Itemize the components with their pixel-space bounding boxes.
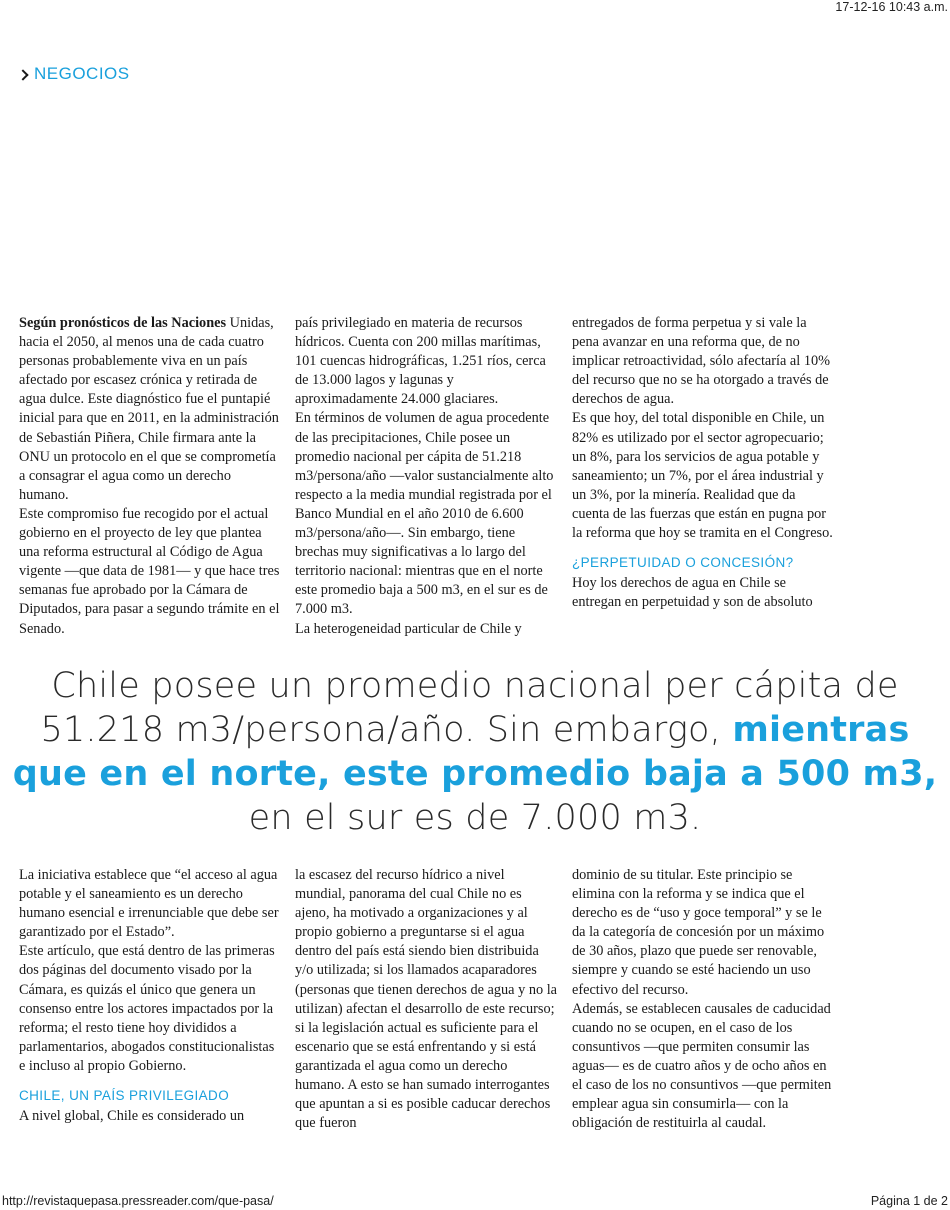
article-column-3 <box>572 314 834 612</box>
article-column-2 <box>295 314 557 639</box>
pull-quote <box>0 664 950 840</box>
paragraph: En términos de volumen de agua procedente de las precipitaciones, Chile posee un promedio nacional per cápita de 51.218 m3/persona/año —valor sustancialmente alto respecto a la media mundial registrada por el Banco Mundial en el año 2010 de 6.600 m3/persona/año—. Sin embargo, tiene brechas muy significativas a lo largo del territorio nacional: mientras que en el norte este promedio baja a 500 m3, en el sur es de 7.000 m3. <box>295 410 554 618</box>
source-url[interactable]: http://revistaquepasa.pressreader.com/que-pasa/ <box>2 1194 274 1208</box>
lead-in: Según pronósticos de las Naciones <box>19 315 227 331</box>
paragraph: país privilegiado en materia de recursos hídricos. Cuenta con 200 millas marítimas, 101 cuencas hidrográficas, 1.251 ríos, cerca de 13.000 lagos y lagunas y aproximadamente 24.000 glaciares. <box>295 315 546 408</box>
paragraph: entregados de forma perpetua y si vale la pena avanzar en una reforma que, de no implicar retroactividad, sólo afectaría al 10% del recurso que no se ha otorgado a través de derechos de agua. <box>572 315 831 408</box>
pull-quote-text: en el sur es de 7.000 m3. <box>248 798 702 838</box>
chevron-right-icon <box>17 69 28 80</box>
paragraph: A nivel global, Chile es considerado un <box>19 1108 245 1125</box>
paragraph: La iniciativa establece que “el acceso al agua potable y el saneamiento es un derecho humano esencial e irrenunciable que debe ser garantizado por el Estado”. <box>19 867 279 941</box>
article-column-5 <box>295 866 557 1133</box>
paragraph: Es que hoy, del total disponible en Chile, un 82% es utilizado por el sector agropecuario; un 8%, para los servicios de agua potable y saneamiento; un 7%, por el área industrial y un 3%, por la minería. Realidad que da cuenta de las fuerzas que están en pugna por la reforma que hoy se tramita en el Congreso. <box>572 410 833 542</box>
paragraph: La heterogeneidad particular de Chile y <box>295 620 522 637</box>
subheading: ¿PERPETUIDAD O CONCESIÓN? <box>572 555 794 571</box>
article-column-1 <box>19 314 281 639</box>
paragraph: Además, se establecen causales de caducidad cuando no se ocupen, en el caso de los consuntivos —que permiten consumir las aguas— es de cuatro años y de ocho años en el caso de los no consuntivos —que permiten emplear agua sin consumirla— con la obligación de restituirla al caudal. <box>572 1000 832 1132</box>
pull-quote-text: Chile posee un promedio nacional per cápita de 51.218 m3/persona/año. Sin embargo, <box>40 666 899 750</box>
paragraph: Según pronósticos de las Naciones Unidas, hacia el 2050, al menos una de cada cuatro personas probablemente viva en un país afectado por escasez crónica y retirada de agua dulce. Este diagnóstico fue el puntapié inicial para que en 2011, en la administración de Sebastián Piñera, Chile firmara ante la ONU un protocolo en el que se comprometía a consagrar el agua como un derecho humano. <box>19 315 279 503</box>
pull-quote-highlight: mientras que en el norte, este promedio baja a 500 m3, <box>12 710 938 794</box>
article-column-4 <box>19 866 281 1126</box>
subheading: CHILE, UN PAÍS PRIVILEGIADO <box>19 1088 230 1104</box>
paragraph: dominio de su titular. Este principio se elimina con la reforma y se indica que el derecho es de “uso y goce temporal” y se le da la categoría de concesión por un máximo de 30 años, plazo que puede ser renovable, siempre y cuando se esté haciendo un uso efectivo del recurso. <box>572 867 825 998</box>
paragraph: Este compromiso fue recogido por el actual gobierno en el proyecto de ley que plantea una reforma estructural al Código de Agua vigente —que data de 1981— y que hace tres semanas fue aprobado por la Cámara de Diputados, para pasar a segundo trámite en el Senado. <box>19 505 280 637</box>
section-tag <box>19 64 130 84</box>
section-label: NEGOCIOS <box>34 64 130 83</box>
page-number: Página 1 de 2 <box>870 1194 948 1208</box>
paragraph: Hoy los derechos de agua en Chile se entregan en perpetuidad y son de absoluto <box>572 575 813 611</box>
paragraph: Este artículo, que está dentro de las primeras dos páginas del documento visado por la Cámara, es quizás el único que genera un consenso entre los actores impactados por la reforma; el resto tiene hoy divididos a parlamentarios, abogados constitucionalistas e incluso al propio Gobierno. <box>19 943 275 1074</box>
print-timestamp: 17-12-16 10:43 a.m. <box>835 0 948 14</box>
article-column-6 <box>572 866 834 1133</box>
paragraph: la escasez del recurso hídrico a nivel mundial, panorama del cual Chile no es ajeno, ha motivado a organizaciones y al propio gobierno a preguntarse si el agua dentro del país está siendo bien distribuida y/o utilizada; si los llamados acaparadores (personas que tienen derechos de agua y no la utilizan) afectan el desarrollo de este recurso; si la legislación actual es suficiente para el escenario que se está enfrentando y si está garantizada el agua como un derecho humano. A esto se han sumado interrogantes que apuntan a si es posible caducar derechos que fueron <box>295 867 558 1132</box>
